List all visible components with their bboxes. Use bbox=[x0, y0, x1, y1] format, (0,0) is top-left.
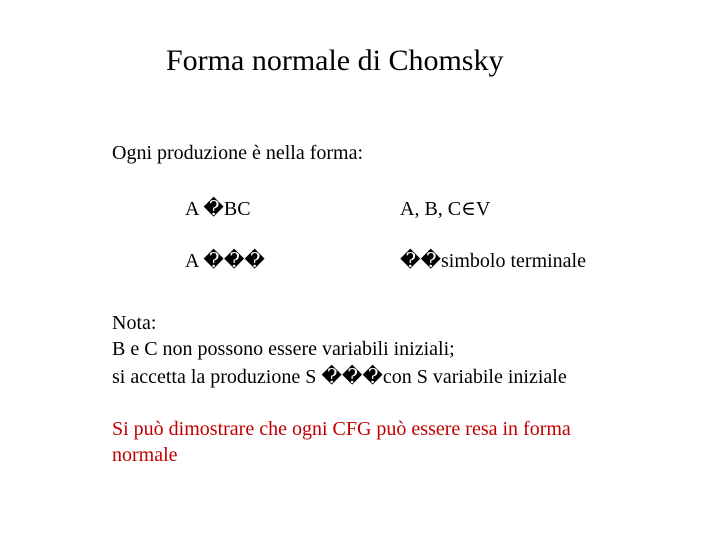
conclusion-text: Si può dimostrare che ogni CFG può essere resa in forma normale bbox=[112, 418, 571, 466]
rule-1-production: A �BC bbox=[185, 198, 251, 220]
intro-text: Ogni produzione è nella forma: bbox=[112, 142, 364, 164]
rule-2-production: A ��� bbox=[185, 250, 265, 272]
rule-1-condition: A, B, C∈V bbox=[400, 198, 491, 220]
note-line-1: B e C non possono essere variabili iniziali; bbox=[112, 338, 455, 360]
note-line-2: si accetta la produzione S ���con S variabile iniziale bbox=[112, 366, 567, 388]
slide-title: Forma normale di Chomsky bbox=[166, 44, 504, 77]
note-heading: Nota: bbox=[112, 312, 157, 334]
rule-2-condition: ��simbolo terminale bbox=[400, 250, 586, 272]
